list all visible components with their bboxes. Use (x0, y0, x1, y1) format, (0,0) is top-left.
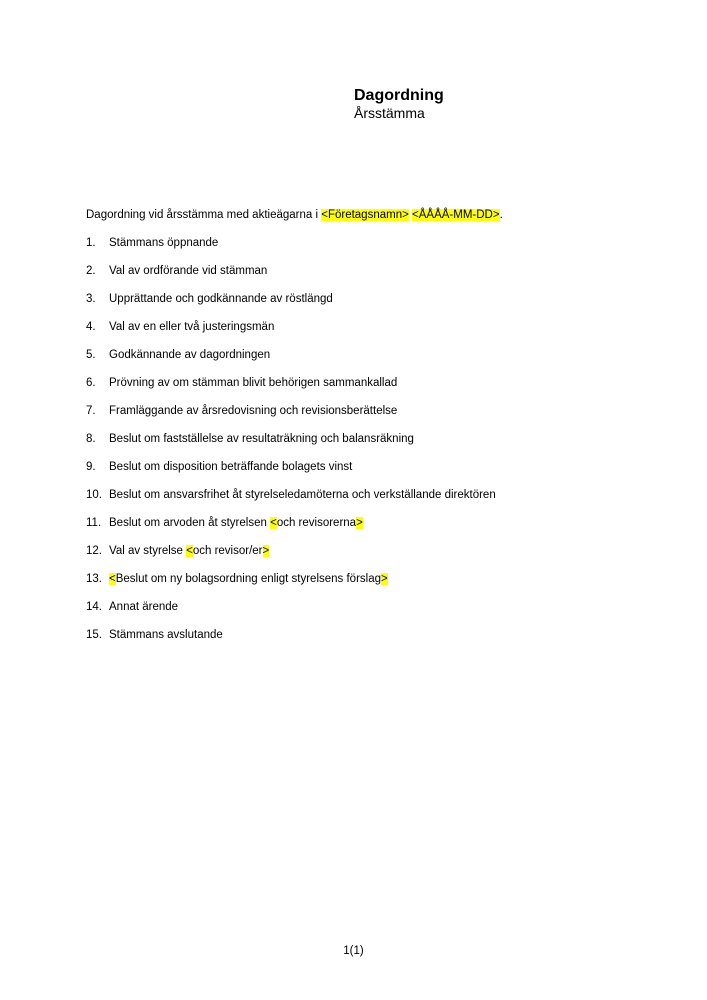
agenda-item-number: 10. (86, 489, 102, 501)
agenda-item (86, 627, 496, 655)
agenda-item (86, 459, 496, 487)
agenda-item-number: 4. (86, 321, 96, 333)
agenda-item-number: 3. (86, 293, 96, 305)
agenda-item-text: Upprättande och godkännande av röstlängd (109, 293, 333, 305)
intro-text: Dagordning vid årsstämma med aktieägarna i (86, 209, 322, 221)
agenda-item (86, 263, 496, 291)
agenda-item-number: 12. (86, 545, 102, 557)
optional-close-bracket: > (262, 545, 270, 557)
company-name-placeholder: <Företagsnamn> (321, 209, 409, 221)
agenda-item (86, 403, 496, 431)
optional-open-bracket: < (186, 545, 193, 557)
optional-text: och revisorerna (276, 517, 357, 529)
title-block (354, 86, 444, 121)
agenda-item (86, 375, 496, 403)
agenda-item-number: 6. (86, 377, 96, 389)
document-title: Dagordning (354, 87, 444, 104)
agenda-item-text: Beslut om arvoden åt styrelsen (109, 517, 271, 529)
agenda-item-text: Val av styrelse (109, 545, 187, 557)
agenda-item (86, 571, 496, 599)
agenda-item (86, 291, 496, 319)
agenda-item-number: 1. (86, 237, 96, 249)
agenda-item (86, 235, 496, 263)
agenda-item-number: 2. (86, 265, 96, 277)
agenda-item-text: Beslut om disposition beträffande bolagets vinst (109, 461, 353, 473)
optional-open-bracket: < (109, 573, 116, 585)
agenda-item-number: 14. (86, 601, 102, 613)
agenda-item-text: Beslut om fastställelse av resultaträkning och balansräkning (109, 433, 414, 445)
optional-open-bracket: < (270, 517, 277, 529)
agenda-item-number: 8. (86, 433, 96, 445)
agenda-item-number: 11. (86, 517, 102, 529)
agenda-item-text: Annat ärende (109, 601, 179, 613)
agenda-item-text: Val av ordförande vid stämman (109, 265, 268, 277)
optional-text: Beslut om ny bolagsordning enligt styrelsens förslag (115, 573, 381, 585)
agenda-item (86, 487, 496, 515)
agenda-item (86, 431, 496, 459)
document-subtitle: Årsstämma (354, 105, 425, 121)
agenda-item-text: Stämmans öppnande (109, 237, 219, 249)
agenda-item-number: 5. (86, 349, 96, 361)
agenda-item-text: Beslut om ansvarsfrihet åt styrelseledamöterna och verkställande direktören (109, 489, 496, 501)
intro-paragraph (86, 207, 503, 223)
agenda-item-text: Godkännande av dagordningen (109, 349, 271, 361)
agenda-item-number: 7. (86, 405, 96, 417)
agenda-item (86, 599, 496, 627)
agenda-item-number: 15. (86, 629, 102, 641)
agenda-list (86, 235, 496, 655)
optional-text: och revisor/er (192, 545, 263, 557)
agenda-item (86, 515, 496, 543)
date-placeholder: <ÅÅÅÅ-MM-DD> (412, 209, 500, 221)
agenda-item-text: Framläggande av årsredovisning och revisionsberättelse (109, 405, 398, 417)
intro-end: . (499, 209, 503, 221)
agenda-item-number: 9. (86, 461, 96, 473)
optional-close-bracket: > (381, 573, 388, 585)
page-number: 1(1) (343, 945, 364, 957)
agenda-item-text: Val av en eller två justeringsmän (109, 321, 275, 333)
agenda-item-number: 13. (86, 573, 102, 585)
optional-close-bracket: > (356, 517, 363, 529)
agenda-item (86, 319, 496, 347)
agenda-item-text: Stämmans avslutande (109, 629, 223, 641)
agenda-item-text: Prövning av om stämman blivit behörigen sammankallad (109, 377, 398, 389)
agenda-item (86, 347, 496, 375)
agenda-item (86, 543, 496, 571)
